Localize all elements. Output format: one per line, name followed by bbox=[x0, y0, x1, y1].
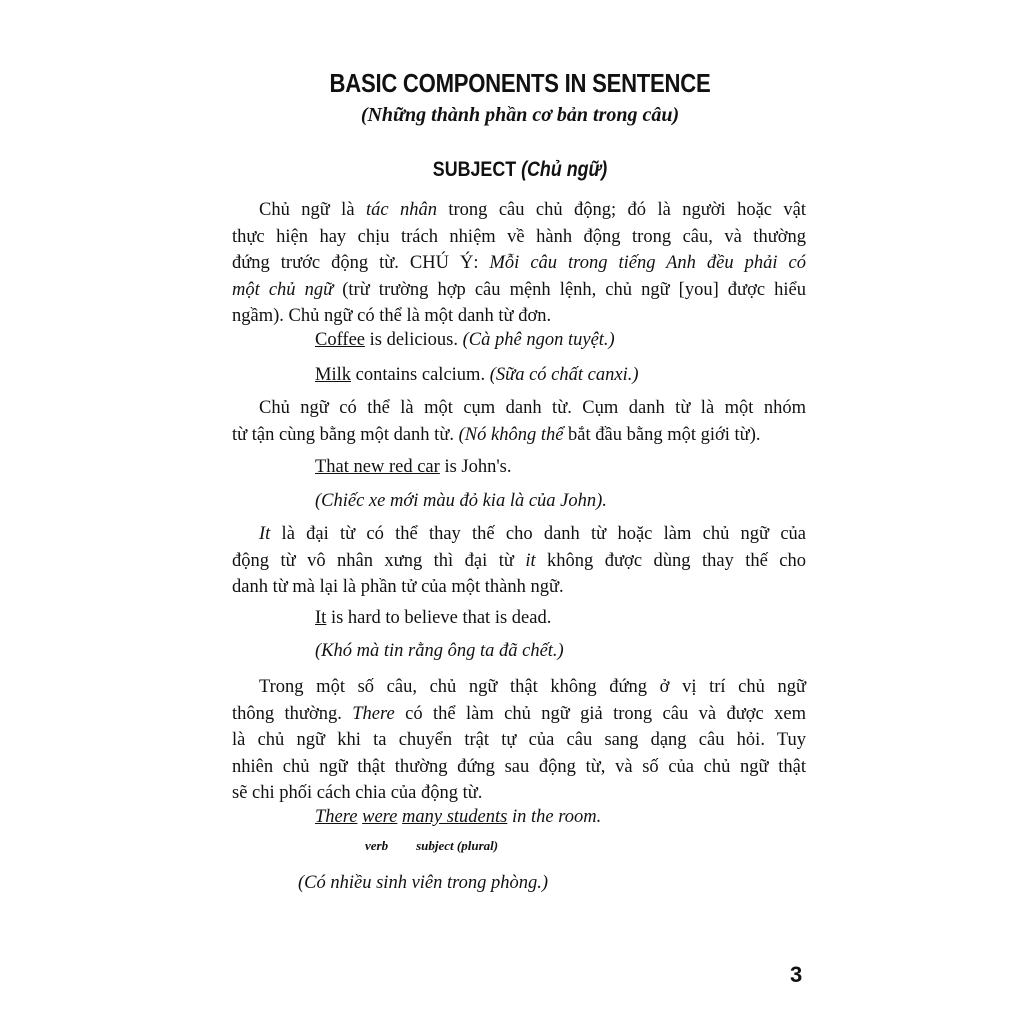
label-subject: subject (plural) bbox=[416, 838, 499, 853]
text-line: thông thường. There có thể làm chủ ngữ giả trong câu và được xem bbox=[232, 703, 806, 724]
example-sentence: There were many students in the room. bbox=[315, 807, 602, 827]
text-line: nhiên chủ ngữ thật thường đứng sau động từ, và số của chủ ngữ thật bbox=[232, 756, 806, 777]
text-line: sẽ chi phối cách chia của động từ. bbox=[232, 783, 483, 803]
text-line: It là đại từ có thể thay thế cho danh từ hoặc làm chủ ngữ của bbox=[259, 524, 806, 544]
text-line: một chủ ngữ (trừ trường hợp câu mệnh lệnh, chủ ngữ [you] được hiểu bbox=[232, 279, 806, 300]
text-line: từ tận cùng bằng một danh từ. (Nó không thể bắt đầu bằng một giới từ). bbox=[232, 424, 761, 445]
text-line: Chủ ngữ là tác nhân trong câu chủ động; đó là người hoặc vật bbox=[259, 200, 806, 220]
example-translation: (Khó mà tin rằng ông ta đã chết.) bbox=[315, 641, 564, 661]
section-heading-en: SUBJECT bbox=[432, 158, 517, 181]
text-line: động từ vô nhân xưng thì đại từ it không được dùng thay thế cho bbox=[232, 550, 807, 571]
grammar-labels bbox=[365, 838, 498, 854]
label-verb: verb bbox=[365, 838, 389, 853]
text-line: danh từ mà lại là phần tử của một thành ngữ. bbox=[232, 577, 564, 597]
example-translation: (Có nhiều sinh viên trong phòng.) bbox=[298, 873, 549, 893]
paragraph-pronoun-it bbox=[232, 521, 806, 601]
example-sentence: Milk contains calcium. (Sữa có chất canxi.) bbox=[315, 365, 639, 385]
example-sentence: Coffee is delicious. (Cà phê ngon tuyệt.) bbox=[315, 330, 615, 350]
paragraph-subject-definition bbox=[232, 197, 806, 330]
page-subtitle: (Những thành phần cơ bản trong câu) bbox=[360, 104, 680, 126]
text-line: Trong một số câu, chủ ngữ thật không đứng ở vị trí chủ ngữ bbox=[259, 677, 806, 697]
example-translation: (Chiếc xe mới màu đỏ kia là của John). bbox=[315, 491, 607, 511]
section-heading-vn: (Chủ ngữ) bbox=[521, 158, 608, 181]
text-line: Chủ ngữ có thể là một cụm danh từ. Cụm danh từ là một nhóm bbox=[259, 398, 806, 418]
paragraph-there-subject bbox=[232, 674, 806, 807]
paragraph-noun-phrase bbox=[232, 395, 806, 448]
text-line: thực hiện hay chịu trách nhiệm về hành động trong câu, và thường bbox=[232, 226, 806, 247]
example-sentence: That new red car is John's. bbox=[315, 457, 512, 477]
page-title: BASIC COMPONENTS IN SENTENCE bbox=[329, 68, 711, 98]
example-sentence: It is hard to believe that is dead. bbox=[315, 608, 552, 628]
text-line: là chủ ngữ khi ta chuyển trật tự của câu sang dạng câu hỏi. Tuy bbox=[232, 730, 806, 750]
page-number: 3 bbox=[790, 962, 803, 987]
section-heading bbox=[78, 158, 962, 182]
text-line: ngầm). Chủ ngữ có thể là một danh từ đơn. bbox=[232, 306, 552, 326]
text-line: đứng trước động từ. CHÚ Ý: Mỗi câu trong tiếng Anh đều phải có bbox=[232, 253, 807, 273]
